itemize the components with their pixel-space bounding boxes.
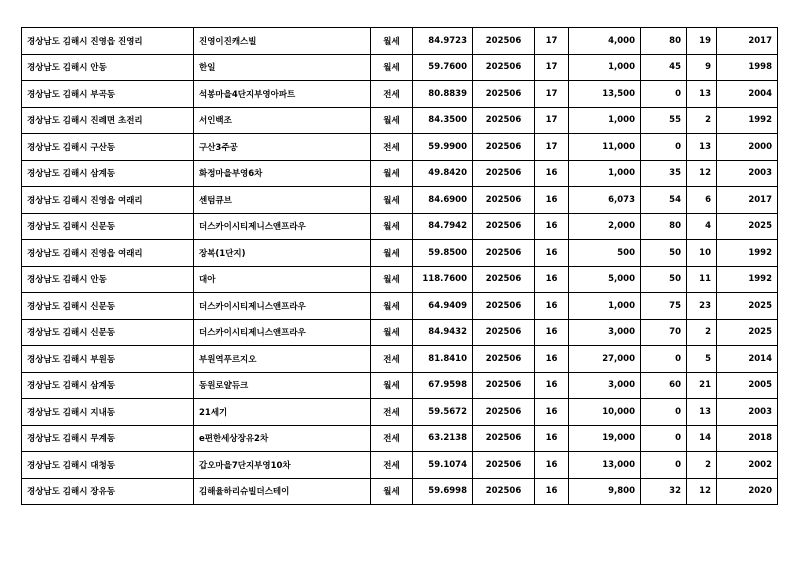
table-row [22,240,778,267]
monthly-rent-cell: 54 [641,187,687,214]
contract-month-cell: 202506 [473,372,535,399]
rent-type-cell: 전세 [371,452,413,479]
build-year-cell: 1992 [717,266,778,293]
build-year-cell: 2020 [717,478,778,505]
contract-month-cell: 202506 [473,213,535,240]
area-cell: 84.9723 [413,28,473,55]
complex-name-cell: 21세기 [194,399,371,426]
rent-type-cell: 전세 [371,134,413,161]
floor-cell: 13 [687,134,717,161]
address-cell: 경상남도 김해시 부원동 [22,346,194,373]
floor-cell: 12 [687,160,717,187]
address-cell: 경상남도 김해시 대청동 [22,452,194,479]
address-cell: 경상남도 김해시 신문동 [22,319,194,346]
floor-cell: 2 [687,107,717,134]
complex-name-cell: 장복(1단지) [194,240,371,267]
contract-month-cell: 202506 [473,399,535,426]
floor-cell: 19 [687,28,717,55]
day-cell: 16 [535,293,569,320]
table-row [22,107,778,134]
day-cell: 16 [535,240,569,267]
complex-name-cell: 화정마을부영6차 [194,160,371,187]
complex-name-cell: 구산3주공 [194,134,371,161]
floor-cell: 21 [687,372,717,399]
floor-cell: 5 [687,346,717,373]
deposit-cell: 13,000 [569,452,641,479]
day-cell: 16 [535,372,569,399]
complex-name-cell: 더스카이시티제니스앤프라우 [194,319,371,346]
address-cell: 경상남도 김해시 부곡동 [22,81,194,108]
contract-month-cell: 202506 [473,452,535,479]
complex-name-cell: 동원로얄듀크 [194,372,371,399]
complex-name-cell: 대아 [194,266,371,293]
day-cell: 17 [535,81,569,108]
floor-cell: 9 [687,54,717,81]
rent-type-cell: 월세 [371,187,413,214]
day-cell: 16 [535,319,569,346]
build-year-cell: 2003 [717,160,778,187]
complex-name-cell: 센텀큐브 [194,187,371,214]
address-cell: 경상남도 김해시 지내동 [22,399,194,426]
rent-type-cell: 월세 [371,240,413,267]
monthly-rent-cell: 0 [641,399,687,426]
floor-cell: 13 [687,81,717,108]
address-cell: 경상남도 김해시 신문동 [22,213,194,240]
deposit-cell: 13,500 [569,81,641,108]
deposit-cell: 3,000 [569,372,641,399]
complex-name-cell: 진영이진캐스빌 [194,28,371,55]
table-row [22,54,778,81]
build-year-cell: 2025 [717,319,778,346]
floor-cell: 2 [687,319,717,346]
monthly-rent-cell: 60 [641,372,687,399]
address-cell: 경상남도 김해시 진영읍 여래리 [22,240,194,267]
day-cell: 16 [535,399,569,426]
complex-name-cell: 한일 [194,54,371,81]
monthly-rent-cell: 45 [641,54,687,81]
area-cell: 80.8839 [413,81,473,108]
complex-name-cell: 김해율하리슈빌더스테이 [194,478,371,505]
floor-cell: 13 [687,399,717,426]
complex-name-cell: 갑오마을7단지부영10차 [194,452,371,479]
contract-month-cell: 202506 [473,240,535,267]
floor-cell: 23 [687,293,717,320]
monthly-rent-cell: 0 [641,346,687,373]
rent-type-cell: 월세 [371,54,413,81]
monthly-rent-cell: 35 [641,160,687,187]
address-cell: 경상남도 김해시 삼계동 [22,372,194,399]
address-cell: 경상남도 김해시 무계동 [22,425,194,452]
area-cell: 84.6900 [413,187,473,214]
contract-month-cell: 202506 [473,293,535,320]
rent-type-cell: 전세 [371,425,413,452]
area-cell: 84.3500 [413,107,473,134]
complex-name-cell: 더스카이시티제니스앤프라우 [194,293,371,320]
deposit-cell: 27,000 [569,346,641,373]
area-cell: 59.8500 [413,240,473,267]
deposit-cell: 1,000 [569,107,641,134]
contract-month-cell: 202506 [473,425,535,452]
complex-name-cell: 부원역푸르지오 [194,346,371,373]
floor-cell: 11 [687,266,717,293]
area-cell: 84.9432 [413,319,473,346]
floor-cell: 10 [687,240,717,267]
rent-type-cell: 월세 [371,213,413,240]
table-row [22,28,778,55]
monthly-rent-cell: 75 [641,293,687,320]
day-cell: 16 [535,187,569,214]
area-cell: 118.7600 [413,266,473,293]
table-row [22,213,778,240]
complex-name-cell: 서인백조 [194,107,371,134]
build-year-cell: 2025 [717,213,778,240]
contract-month-cell: 202506 [473,187,535,214]
monthly-rent-cell: 50 [641,240,687,267]
day-cell: 16 [535,346,569,373]
deposit-cell: 500 [569,240,641,267]
address-cell: 경상남도 김해시 장유동 [22,478,194,505]
deposit-cell: 11,000 [569,134,641,161]
monthly-rent-cell: 80 [641,28,687,55]
table-row [22,266,778,293]
address-cell: 경상남도 김해시 삼계동 [22,160,194,187]
table-row [22,452,778,479]
area-cell: 59.6998 [413,478,473,505]
monthly-rent-cell: 0 [641,81,687,108]
day-cell: 17 [535,54,569,81]
deposit-cell: 9,800 [569,478,641,505]
contract-month-cell: 202506 [473,81,535,108]
address-cell: 경상남도 김해시 진례면 초전리 [22,107,194,134]
rent-type-cell: 월세 [371,160,413,187]
area-cell: 67.9598 [413,372,473,399]
rent-type-cell: 월세 [371,28,413,55]
build-year-cell: 2002 [717,452,778,479]
day-cell: 17 [535,107,569,134]
table-body [22,28,778,505]
build-year-cell: 2017 [717,28,778,55]
rent-type-cell: 전세 [371,399,413,426]
complex-name-cell: 더스카이시티제니스앤프라우 [194,213,371,240]
table-row [22,399,778,426]
monthly-rent-cell: 70 [641,319,687,346]
contract-month-cell: 202506 [473,28,535,55]
build-year-cell: 2004 [717,81,778,108]
floor-cell: 2 [687,452,717,479]
contract-month-cell: 202506 [473,346,535,373]
area-cell: 59.7600 [413,54,473,81]
address-cell: 경상남도 김해시 구산동 [22,134,194,161]
floor-cell: 14 [687,425,717,452]
deposit-cell: 2,000 [569,213,641,240]
day-cell: 16 [535,452,569,479]
monthly-rent-cell: 50 [641,266,687,293]
address-cell: 경상남도 김해시 진영읍 진영리 [22,28,194,55]
deposit-cell: 6,073 [569,187,641,214]
area-cell: 84.7942 [413,213,473,240]
area-cell: 64.9409 [413,293,473,320]
deposit-cell: 5,000 [569,266,641,293]
table-row [22,372,778,399]
day-cell: 16 [535,213,569,240]
area-cell: 59.5672 [413,399,473,426]
build-year-cell: 2014 [717,346,778,373]
monthly-rent-cell: 0 [641,452,687,479]
day-cell: 16 [535,478,569,505]
monthly-rent-cell: 55 [641,107,687,134]
contract-month-cell: 202506 [473,266,535,293]
address-cell: 경상남도 김해시 안동 [22,266,194,293]
area-cell: 63.2138 [413,425,473,452]
area-cell: 81.8410 [413,346,473,373]
day-cell: 16 [535,425,569,452]
contract-month-cell: 202506 [473,160,535,187]
build-year-cell: 2003 [717,399,778,426]
deposit-cell: 19,000 [569,425,641,452]
table-row [22,160,778,187]
rent-type-cell: 월세 [371,107,413,134]
build-year-cell: 2017 [717,187,778,214]
area-cell: 59.9900 [413,134,473,161]
day-cell: 16 [535,160,569,187]
monthly-rent-cell: 32 [641,478,687,505]
build-year-cell: 1998 [717,54,778,81]
contract-month-cell: 202506 [473,478,535,505]
build-year-cell: 1992 [717,107,778,134]
monthly-rent-cell: 0 [641,134,687,161]
transaction-table [21,27,778,505]
table-row [22,425,778,452]
deposit-cell: 1,000 [569,54,641,81]
address-cell: 경상남도 김해시 진영읍 여래리 [22,187,194,214]
rent-type-cell: 월세 [371,293,413,320]
deposit-cell: 10,000 [569,399,641,426]
table-row [22,187,778,214]
area-cell: 59.1074 [413,452,473,479]
deposit-cell: 1,000 [569,160,641,187]
rent-type-cell: 월세 [371,478,413,505]
day-cell: 17 [535,28,569,55]
address-cell: 경상남도 김해시 안동 [22,54,194,81]
build-year-cell: 2018 [717,425,778,452]
table-row [22,293,778,320]
floor-cell: 6 [687,187,717,214]
table-row [22,134,778,161]
rent-type-cell: 월세 [371,372,413,399]
table-row [22,319,778,346]
area-cell: 49.8420 [413,160,473,187]
contract-month-cell: 202506 [473,107,535,134]
address-cell: 경상남도 김해시 신문동 [22,293,194,320]
floor-cell: 4 [687,213,717,240]
contract-month-cell: 202506 [473,54,535,81]
floor-cell: 12 [687,478,717,505]
contract-month-cell: 202506 [473,319,535,346]
table-row [22,346,778,373]
monthly-rent-cell: 80 [641,213,687,240]
deposit-cell: 1,000 [569,293,641,320]
rent-type-cell: 전세 [371,81,413,108]
complex-name-cell: 석봉마을4단지부영아파트 [194,81,371,108]
build-year-cell: 2005 [717,372,778,399]
deposit-cell: 4,000 [569,28,641,55]
complex-name-cell: e편한세상장유2차 [194,425,371,452]
rent-type-cell: 월세 [371,319,413,346]
day-cell: 17 [535,134,569,161]
deposit-cell: 3,000 [569,319,641,346]
table-row [22,81,778,108]
table-row [22,478,778,505]
rent-type-cell: 월세 [371,266,413,293]
build-year-cell: 2025 [717,293,778,320]
monthly-rent-cell: 0 [641,425,687,452]
build-year-cell: 2000 [717,134,778,161]
rent-type-cell: 전세 [371,346,413,373]
day-cell: 16 [535,266,569,293]
contract-month-cell: 202506 [473,134,535,161]
build-year-cell: 1992 [717,240,778,267]
